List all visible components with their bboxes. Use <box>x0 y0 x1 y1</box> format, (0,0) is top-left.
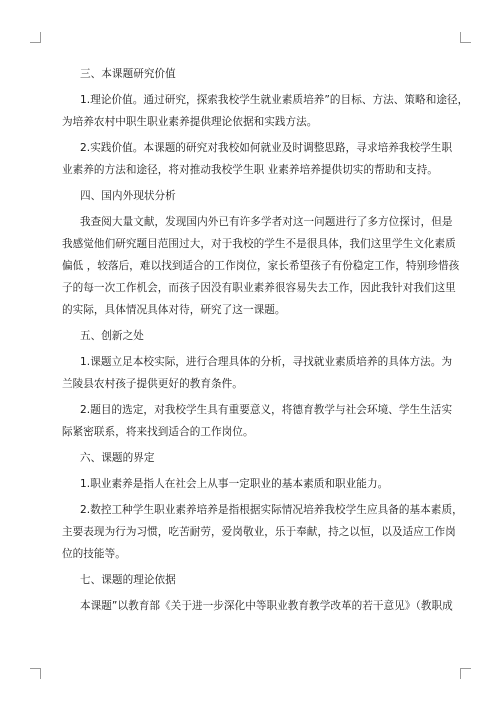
paragraph-line: 1.理论价值。通过研究，探索我校学生就业素质培养”的目标、方法、策略和途径， <box>80 94 469 106</box>
crop-mark-top-left <box>30 32 41 43</box>
paragraph-line: 位的技能等。 <box>62 548 126 560</box>
crop-mark-bottom-left <box>30 668 41 679</box>
paragraph-line: 兰陵县农村孩子提供更好的教育条件。 <box>62 378 243 390</box>
paragraph-line: 为培养农村中职生职业素养提供理论依据和实践方法。 <box>62 116 318 128</box>
paragraph-line: 2.实践价值。本课题的研究对我校如何就业及时调整思路，寻求培养我校学生职 <box>80 142 453 154</box>
paragraph-line: 偏低 ，较落后，难以找到适合的工作岗位，家长希望孩子有份稳定工作，特别珍惜孩 <box>62 260 460 272</box>
paragraph-line: 业素养的方法和途径，将对推动我校学生职 业素养培养提供切实的帮助和支持。 <box>62 164 438 176</box>
paragraph-line: 2.数控工种学生职业素养培养是指根据实际情况培养我校学生应具备的基本素质， <box>80 504 463 516</box>
paragraph-line: 我查阅大量文献，发现国内外已有许多学者对这一问题进行了多方位探讨，但是 <box>80 216 453 228</box>
section-heading: 三、本课题研究价值 <box>80 68 176 80</box>
section-heading: 七、课题的理论依据 <box>80 574 176 586</box>
paragraph-line: 的实际，具体情况具体对待，研究了这一课题。 <box>62 304 286 316</box>
paragraph-line: 主要表现为行为习惯，吃苦耐劳，爱岗敬业，乐于奉献，持之以恒，以及适应工作岗 <box>62 526 456 538</box>
paragraph-line: 际紧密联系，将来找到适合的工作岗位。 <box>62 426 254 438</box>
section-heading: 五、创新之处 <box>80 330 144 342</box>
document-page <box>62 68 469 613</box>
paragraph-line: 本课题”以教育部《关于进一步深化中等职业教育教学改革的若干意见》（教职成 <box>80 600 453 612</box>
section-heading: 四、国内外现状分析 <box>80 190 176 202</box>
paragraph-line: 子的每一次工作机会，而孩子因没有职业素养很容易失去工作，因此我针对我们这里 <box>62 282 456 294</box>
section-heading: 六、课题的界定 <box>80 452 155 464</box>
paragraph-line: 1.课题立足本校实际，进行合理具体的分析，寻找就业素质培养的具体方法。为 <box>80 356 453 368</box>
paragraph-line: 我感觉他们研究题目范围过大，对于我校的学生不是很具体，我们这里学生文化素质 <box>62 238 456 250</box>
paragraph-line: 1.职业素养是指人在社会上从事一定职业的基本素质和职业能力。 <box>80 478 389 490</box>
crop-mark-top-right <box>460 32 471 43</box>
crop-mark-bottom-right <box>460 668 471 679</box>
paragraph-line: 2.题目的选定，对我校学生具有重要意义，将德育教学与社会环境、学生生活实 <box>80 404 453 416</box>
